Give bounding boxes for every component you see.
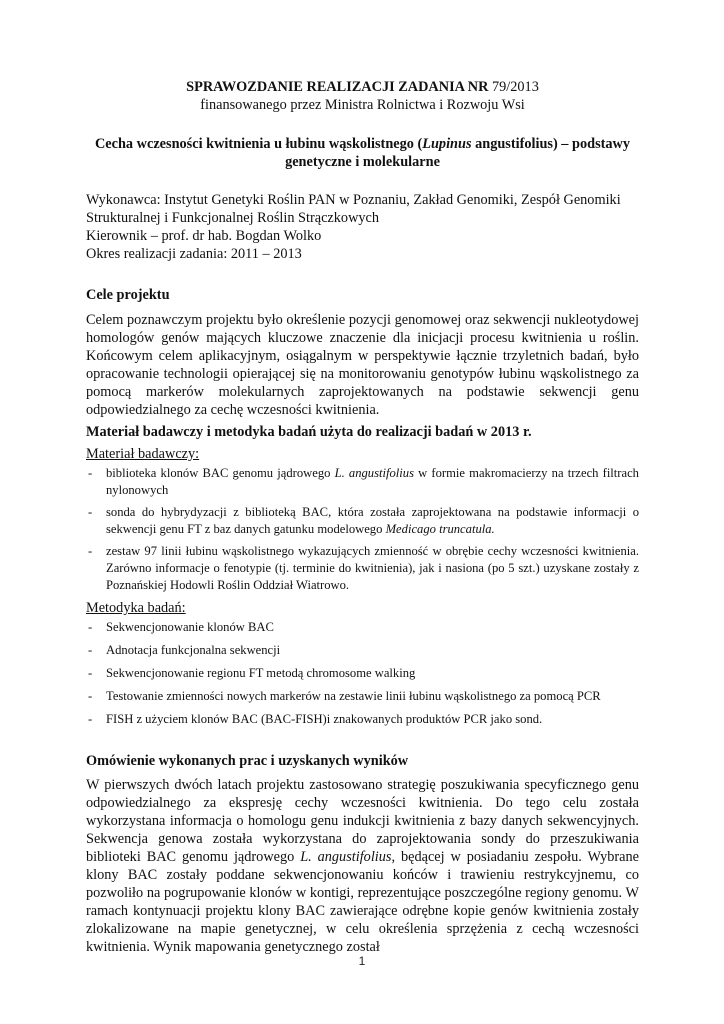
manager: Kierownik – prof. dr hab. Bogdan Wolko (86, 228, 322, 244)
list-item: - zestaw 97 linii łubinu wąskolistnego wykazujących zmienność w obrębie cechy wczesności kwitnienia. Zarówno informacje o fenotypie (tj. terminie do kwitnienia), jak i nasiona (po 5 szt.) uzyskane zostały z Poznańskiej Hodowli Roślin Oddział Wiatrowo. (86, 543, 639, 594)
report-number: 79/2013 (488, 79, 539, 95)
section-heading-goals: Cele projektu (86, 287, 170, 303)
list-item: - FISH z użyciem klonów BAC (BAC-FISH)i znakowanych produktów PCR jako sond. (86, 711, 639, 728)
page-number: 1 (358, 954, 366, 968)
goals-paragraph: Celem poznawczym projektu było określenie pozycji genomowej oraz sekwencji nukleotydowej homologów genów mających kluczowe znaczenie dla inicjacji procesu kwitnienia u roślin. Końcowym celem aplikacyjnym, osiągalnym w perspektywie łącznie trzyletnich badań, było opracowanie technologii opierającej się na monitorowaniu genotypów łubinu wąskolistnego za pomocą markerów molekularnych zaprojektowanych na podstawie sekwencji genu odpowiedzialnego za cechę wczesności kwitnienia. (86, 312, 639, 418)
material-list (86, 465, 639, 594)
document-page (86, 78, 639, 956)
report-title (86, 78, 639, 96)
list-item: - Testowanie zmienności nowych markerów na zestawie linii łubinu wąskolistnego za pomocą PCR (86, 688, 639, 705)
section-heading-results: Omówienie wykonanych prac i uzyskanych wyników (86, 753, 409, 769)
list-item: - biblioteka klonów BAC genomu jądrowego L. angustifolius w formie makromacierzy na trzech filtrach nylonowych (86, 465, 639, 499)
methods-list (86, 619, 639, 728)
latin-genus: Lupinus (422, 136, 472, 152)
section-heading-material: Materiał badawczy i metodyka badań użyta do realizacji badań w 2013 r. (86, 424, 532, 440)
material-label: Materiał badawczy: (86, 446, 200, 462)
report-funding: finansowanego przez Ministra Rolnictwa i Rozwoju Wsi (200, 97, 525, 113)
contractor: Wykonawca: Instytut Genetyki Roślin PAN w Poznaniu, Zakład Genomiki, Zespół Genomiki Strukturalnej i Funkcjonalnej Roślin Strączkowych (86, 192, 621, 226)
results-paragraph: W pierwszych dwóch latach projektu zastosowano strategię poszukiwania specyficznego genu odpowiedzialnego za ekspresję cechy wczesności kwitnienia. Do tego celu została wykorzystana informacja o homologu genu indukcji kwitnienia z bazy danych sekwencyjnych. Sekwencja genowa została wykorzystana do zaprojektowania sondy do przeszukiwania biblioteki BAC genomu jądrowego L. angustifolius, będącej w posiadaniu zespołu. Wybrane klony BAC zostały poddane sekwencjonowaniu końców i trawieniu restrykcyjnemu, co pozwoliło na pogrupowanie klonów w kontigi, reprezentujące poszczególne regiony genomu. W ramach kontynuacji projektu klony BAC zawierające odrębne kopie genów kwitnienia zostały zlokalizowane na mapie genetycznej, w celu określenia sprzężenia z cechą wczesności kwitnienia. Wynik mapowania genetycznego został (86, 777, 639, 955)
project-meta (86, 191, 639, 263)
list-item: - sonda do hybrydyzacji z biblioteką BAC, która została zaprojektowana na podstawie informacji o sekwencji genu FT z baz danych gatunku modelowego Medicago truncatula. (86, 504, 639, 538)
list-item: - Sekwencjonowanie klonów BAC (86, 619, 639, 636)
list-item: - Adnotacja funkcjonalna sekwencji (86, 642, 639, 659)
period: Okres realizacji zadania: 2011 – 2013 (86, 246, 302, 262)
report-title-bold: SPRAWOZDANIE REALIZACJI ZADANIA NR (186, 79, 489, 95)
project-title: Cecha wczesności kwitnienia u łubinu wąskolistnego (Lupinus angustifolius) – podstawy genetyczne i molekularne (94, 136, 631, 170)
methods-label: Metodyka badań: (86, 600, 186, 616)
list-item: - Sekwencjonowanie regionu FT metodą chromosome walking (86, 665, 639, 682)
